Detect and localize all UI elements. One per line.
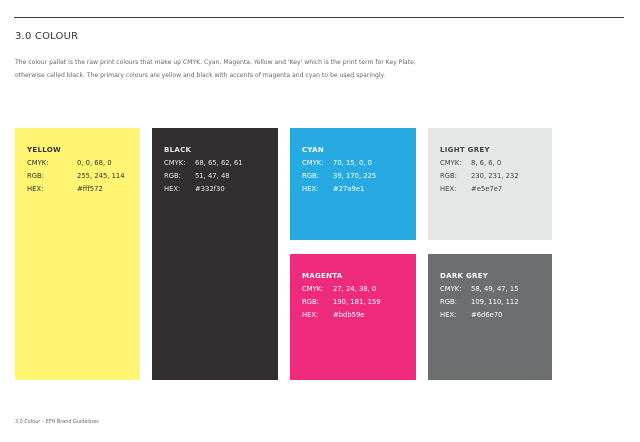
rgb-value: 230, 231, 232	[471, 172, 519, 180]
cmyk-row	[27, 157, 140, 170]
cmyk-label: CMYK:	[440, 159, 462, 167]
swatch-name: DARK GREY	[440, 272, 489, 280]
cmyk-value: 0, 0, 68, 0	[77, 159, 112, 167]
swatch-yellow	[15, 128, 140, 380]
hex-row	[302, 309, 416, 322]
rgb-label: RGB:	[27, 172, 44, 180]
rgb-row	[27, 170, 140, 183]
cmyk-value: 70, 15, 0, 0	[333, 159, 372, 167]
swatch-name: YELLOW	[27, 146, 61, 154]
cmyk-row	[440, 157, 552, 170]
hex-value: #332f30	[195, 185, 225, 193]
hex-row	[27, 183, 140, 196]
cmyk-value: 27, 24, 38, 0	[333, 285, 377, 293]
swatch-name: MAGENTA	[302, 272, 343, 280]
hex-label: HEX:	[164, 185, 181, 193]
cmyk-label: CMYK:	[302, 285, 324, 293]
swatch-light-grey	[428, 128, 552, 240]
rgb-row	[164, 170, 278, 183]
hex-row	[440, 309, 552, 322]
rgb-value: 255, 245, 114	[77, 172, 125, 180]
rgb-row	[440, 296, 552, 309]
top-rule	[14, 17, 624, 18]
hex-label: HEX:	[440, 185, 457, 193]
hex-value: #fff572	[77, 185, 103, 193]
cmyk-value: 8, 6, 6, 0	[471, 159, 502, 167]
swatch-name: CYAN	[302, 146, 325, 154]
hex-value: #bdb59e	[333, 311, 365, 319]
rgb-value: 51, 47, 48	[195, 172, 230, 180]
hex-row	[164, 183, 278, 196]
cmyk-row	[164, 157, 278, 170]
cmyk-row	[302, 283, 416, 296]
rgb-value: 39, 170, 225	[333, 172, 377, 180]
rgb-row	[302, 170, 416, 183]
rgb-label: RGB:	[302, 172, 319, 180]
cmyk-label: CMYK:	[302, 159, 324, 167]
swatch-cyan	[290, 128, 416, 240]
intro-paragraph: The colour pallet is the raw print colours that make up CMYK. Cyan, Magenta, Yellow and 'Key' which is the print term for Key Plate, otherwise called black. The primary colours are yellow and black with accents of magenta and cyan to be used sparingly.	[15, 59, 416, 79]
cmyk-value: 58, 49, 47, 15	[471, 285, 519, 293]
hex-value: #27a9e1	[333, 185, 365, 193]
section-title: 3.0 COLOUR	[15, 31, 79, 42]
rgb-label: RGB:	[440, 298, 457, 306]
swatch-name: BLACK	[164, 146, 192, 154]
cmyk-label: CMYK:	[440, 285, 462, 293]
cmyk-label: CMYK:	[27, 159, 49, 167]
hex-row	[302, 183, 416, 196]
rgb-label: RGB:	[440, 172, 457, 180]
hex-value: #6d6e70	[471, 311, 503, 319]
cmyk-value: 68, 65, 62, 61	[195, 159, 243, 167]
rgb-value: 109, 110, 112	[471, 298, 519, 306]
rgb-value: 190, 181, 159	[333, 298, 381, 306]
rgb-row	[440, 170, 552, 183]
cmyk-label: CMYK:	[164, 159, 186, 167]
rgb-label: RGB:	[302, 298, 319, 306]
hex-value: #e5e7e7	[471, 185, 503, 193]
swatch-dark-grey	[428, 254, 552, 380]
hex-row	[440, 183, 552, 196]
page-footer: 3.0 Colour – EFH Brand Guidelines	[15, 419, 99, 425]
rgb-row	[302, 296, 416, 309]
swatch-black	[152, 128, 278, 380]
cmyk-row	[440, 283, 552, 296]
cmyk-row	[302, 157, 416, 170]
hex-label: HEX:	[302, 311, 319, 319]
hex-label: HEX:	[27, 185, 44, 193]
rgb-label: RGB:	[164, 172, 181, 180]
swatch-name: LIGHT GREY	[440, 146, 490, 154]
hex-label: HEX:	[302, 185, 319, 193]
hex-label: HEX:	[440, 311, 457, 319]
swatch-magenta	[290, 254, 416, 380]
